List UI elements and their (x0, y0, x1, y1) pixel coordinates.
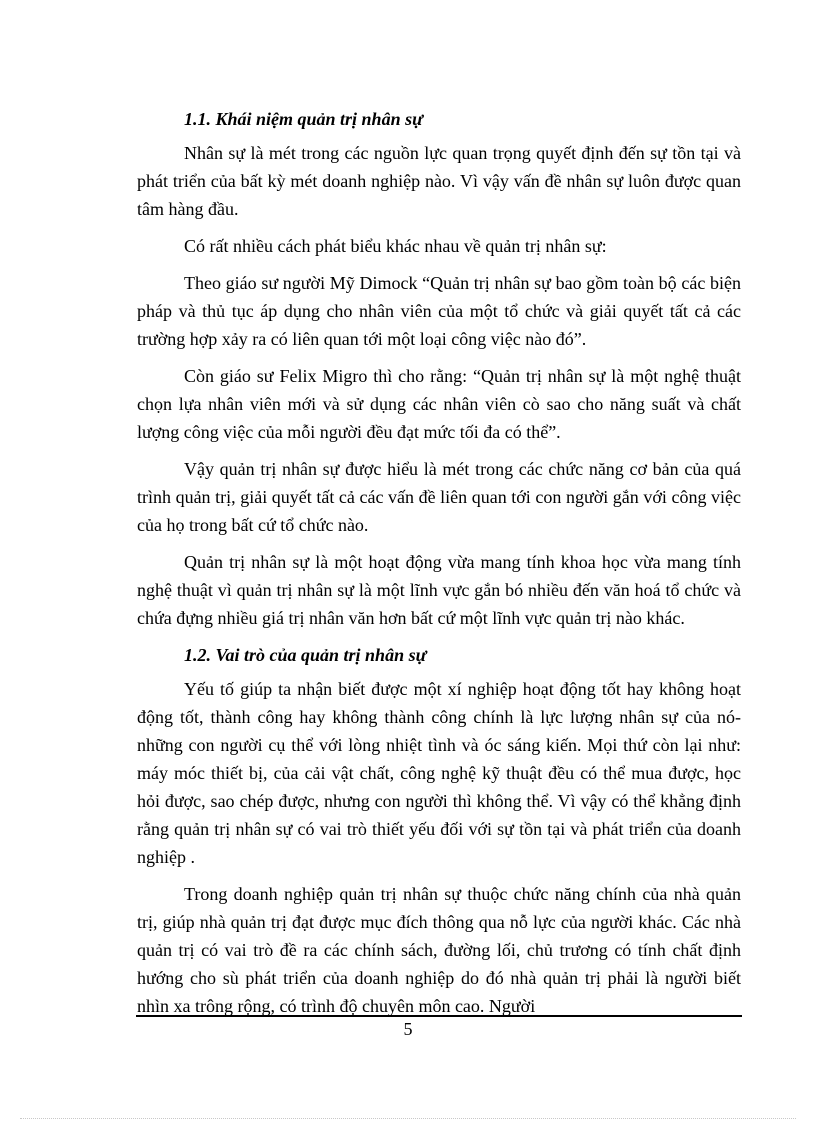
page-edge-divider (20, 1118, 796, 1119)
paragraph: Nhân sự là mét trong các nguồn lực quan trọng quyết định đến sự tồn tại và phát triển của bất kỳ mét doanh nghiệp nào. Vì vậy vấn đề nhân sự luôn được quan tâm hàng đầu. (137, 143, 741, 219)
page-body (137, 105, 741, 1029)
footer-divider (136, 1015, 742, 1017)
page-number: 5 (403, 1019, 413, 1039)
paragraph: Theo giáo sư người Mỹ Dimock “Quản trị nhân sự bao gồm toàn bộ các biện pháp và thủ tục áp dụng cho nhân viên của một tổ chức và giải quyết tất cả các trường hợp xảy ra có liên quan tới một loại công việc nào đó”. (137, 273, 741, 349)
paragraph: Quản trị nhân sự là một hoạt động vừa mang tính khoa học vừa mang tính nghệ thuật vì quản trị nhân sự là một lĩnh vực gắn bó nhiều đến văn hoá tổ chức và chứa đựng nhiều giá trị nhân văn hơn bất cứ một lĩnh vực quản trị nào khác. (137, 552, 741, 628)
section-heading: 1.1. Khái niệm quản trị nhân sự (184, 109, 423, 129)
section-heading: 1.2. Vai trò của quản trị nhân sự (184, 645, 427, 665)
paragraph: Còn giáo sư Felix Migro thì cho rằng: “Quản trị nhân sự là một nghệ thuật chọn lựa nhân viên mới và sử dụng các nhân viên cò sao cho năng suất và chất lượng công việc của mỗi người đều đạt mức tối đa có thể”. (137, 366, 741, 442)
paragraph: Trong doanh nghiệp quản trị nhân sự thuộc chức năng chính của nhà quản trị, giúp nhà quản trị đạt được mục đích thông qua nỗ lực của người khác. Các nhà quản trị có vai trò đề ra các chính sách, đường lối, chủ trương có tính chất định hướng cho sù phát triển của doanh nghiệp do đó nhà quản trị phải là người biết nhìn xa trông rộng, có trình độ chuyên môn cao. Người (137, 884, 741, 1016)
paragraph: Có rất nhiều cách phát biểu khác nhau về quản trị nhân sự: (184, 236, 607, 256)
paragraph: Vậy quản trị nhân sự được hiểu là mét trong các chức năng cơ bản của quá trình quản trị, giải quyết tất cả các vấn đề liên quan tới con người gắn với công việc của họ trong bất cứ tổ chức nào. (137, 459, 741, 535)
paragraph: Yếu tố giúp ta nhận biết được một xí nghiệp hoạt động tốt hay không hoạt động tốt, thành công hay không thành công chính là lực lượng nhân sự của nó- những con người cụ thể với lòng nhiệt tình và óc sáng kiến. Mọi thứ còn lại như: máy móc thiết bị, của cải vật chất, công nghệ kỹ thuật đều có thể mua được, học hỏi được, sao chép được, nhưng con người thì không thể. Vì vậy có thể khẳng định rằng quản trị nhân sự có vai trò thiết yếu đối với sự tồn tại và phát triển của doanh nghiệp . (137, 679, 741, 867)
